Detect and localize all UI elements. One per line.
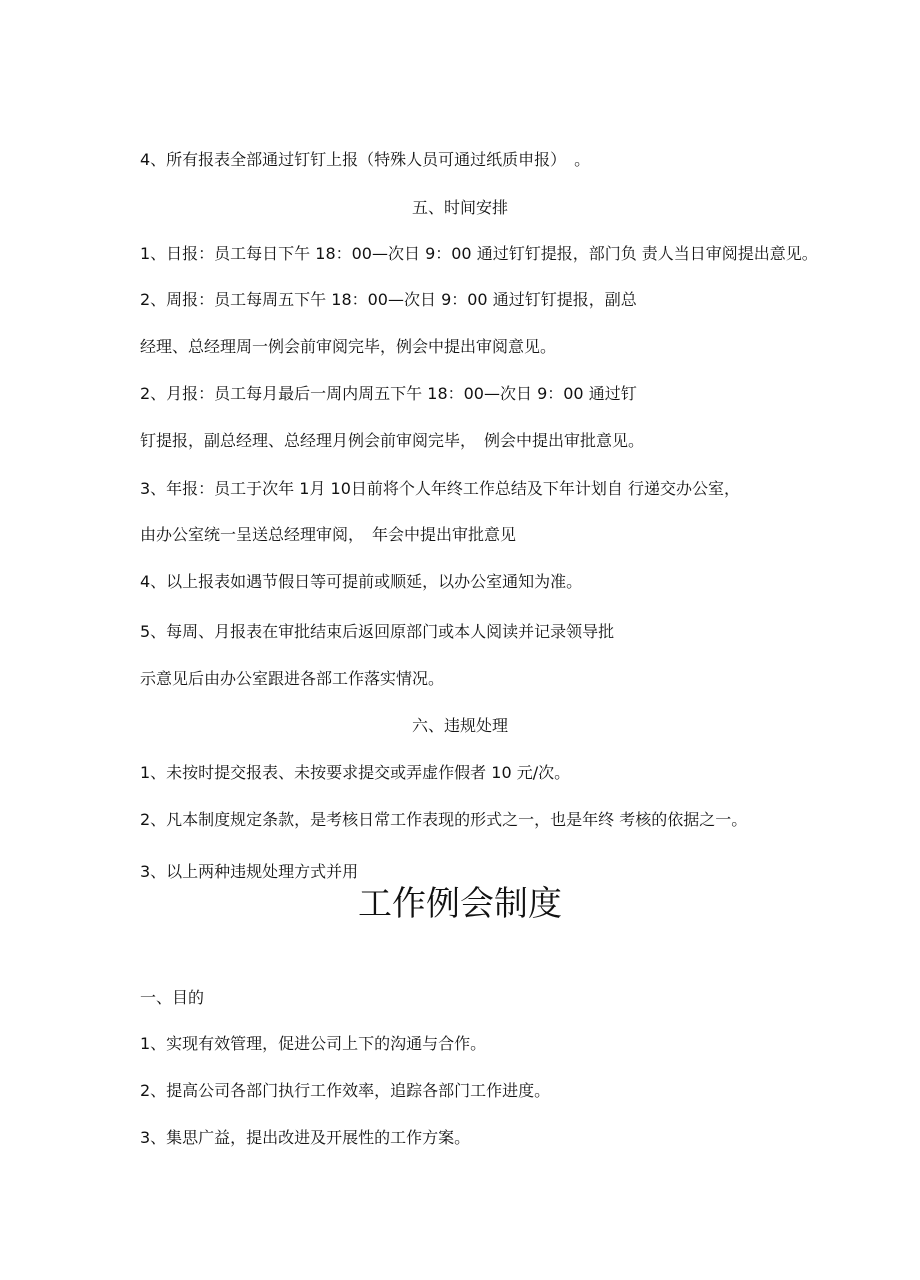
purpose-item-3: 3、集思广益，提出改进及开展性的工作方案。 <box>140 1128 471 1147</box>
return-note-line-1: 5、每周、月报表在审批结束后返回原部门或本人阅读并记录领导批 <box>140 622 615 641</box>
monthly-report-line-2: 钉提报，副总经理、总经理月例会前审阅完毕， 例会中提出审批意见。 <box>140 431 645 450</box>
weekly-report-line-2: 经理、总经理周一例会前审阅完毕，例会中提出审阅意见。 <box>140 337 557 356</box>
report-item-4: 4、所有报表全部通过钉钉上报（特殊人员可通过纸质申报） 。 <box>140 150 591 169</box>
holiday-note: 4、以上报表如遇节假日等可提前或顺延，以办公室通知为准。 <box>140 572 583 591</box>
violation-item-2: 2、凡本制度规定条款，是考核日常工作表现的形式之一，也是年终 考核的依据之一。 <box>140 810 748 829</box>
violation-item-1: 1、未按时提交报表、未按要求提交或弄虚作假者 10 元/次。 <box>140 763 571 782</box>
section-heading-violation: 六、违规处理 <box>411 716 508 735</box>
section-heading-time: 五、时间安排 <box>411 198 508 217</box>
daily-report-line: 1、日报：员工每日下午 18：00—次日 9：00 通过钉钉提报，部门负 责人当日审阅提出意见。 <box>140 244 818 263</box>
purpose-item-2: 2、提高公司各部门执行工作效率，追踪各部门工作进度。 <box>140 1081 551 1100</box>
return-note-line-2: 示意见后由办公室跟进各部工作落实情况。 <box>140 669 445 688</box>
section-heading-purpose: 一、目的 <box>140 988 205 1007</box>
violation-item-3: 3、以上两种违规处理方式并用 <box>140 862 359 881</box>
yearly-report-line-1: 3、年报：员工于次年 1月 10日前将个人年终工作总结及下年计划自 行递交办公室， <box>140 479 740 498</box>
yearly-report-line-2: 由办公室统一呈送总经理审阅， 年会中提出审批意见 <box>140 525 517 544</box>
monthly-report-line-1: 2、月报：员工每月最后一周内周五下午 18：00—次日 9：00 通过钉 <box>140 384 637 403</box>
weekly-report-line-1: 2、周报：员工每周五下午 18：00—次日 9：00 通过钉钉提报，副总 <box>140 290 637 309</box>
purpose-item-1: 1、实现有效管理，促进公司上下的沟通与合作。 <box>140 1034 487 1053</box>
document-title: 工作例会制度 <box>358 884 562 924</box>
